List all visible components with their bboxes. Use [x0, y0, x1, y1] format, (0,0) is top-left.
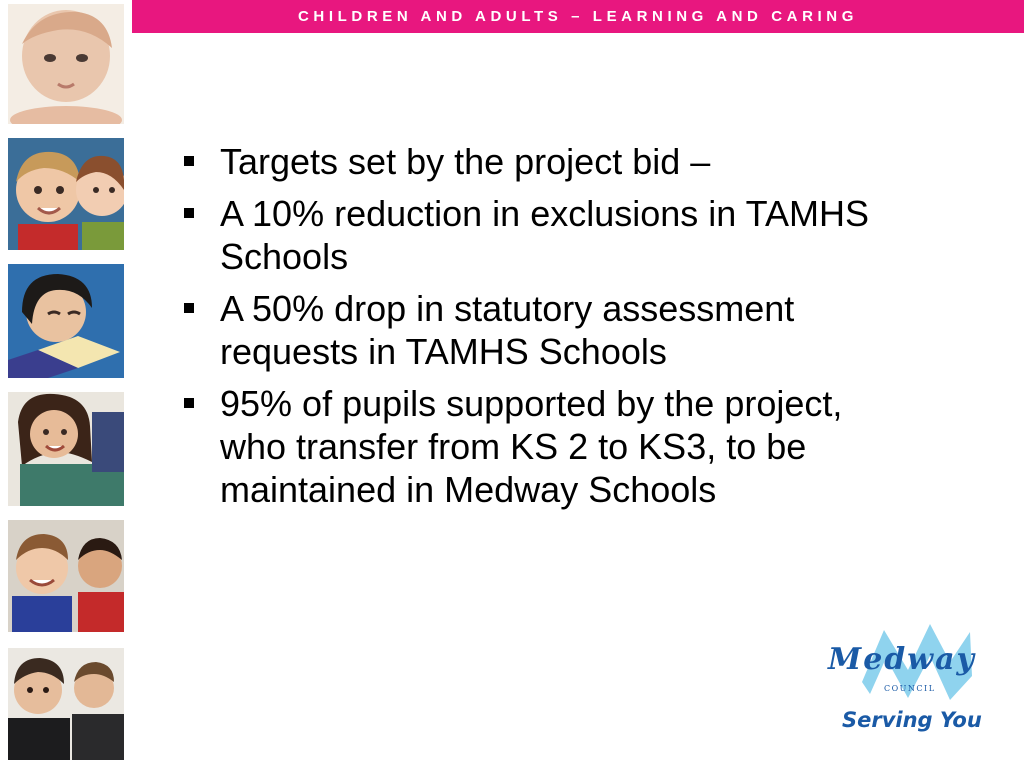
bullet-item [180, 287, 880, 373]
medway-council-logo [822, 620, 1002, 740]
bullet-text: 95% of pupils supported by the project, who transfer from KS 2 to KS3, to be maintained in Medway Schools [220, 383, 843, 510]
bullet-text: A 50% drop in statutory assessment requests in TAMHS Schools [220, 288, 795, 372]
bullet-item [180, 192, 880, 278]
slide-content [180, 140, 880, 520]
boys-photo [8, 520, 124, 632]
teen-boys-photo [8, 648, 124, 760]
banner-text: CHILDREN AND ADULTS – LEARNING AND CARING [298, 8, 858, 25]
bullet-text: A 10% reduction in exclusions in TAMHS Schools [220, 193, 869, 277]
bullet-item [180, 140, 880, 183]
square-bullet-icon [184, 156, 194, 166]
square-bullet-icon [184, 398, 194, 408]
header-banner [132, 0, 1024, 33]
logo-council: COUNCIL [884, 684, 936, 693]
children-photo [8, 138, 124, 250]
bullet-text: Targets set by the project bid – [220, 141, 711, 182]
teen-girl-photo [8, 392, 124, 506]
square-bullet-icon [184, 303, 194, 313]
bullet-list [180, 140, 880, 511]
logo-tagline: Serving You [842, 708, 982, 732]
logo-name: Medway [828, 642, 976, 677]
reading-girl-photo [8, 264, 124, 378]
baby-photo [8, 4, 124, 124]
bullet-item [180, 382, 880, 511]
square-bullet-icon [184, 208, 194, 218]
